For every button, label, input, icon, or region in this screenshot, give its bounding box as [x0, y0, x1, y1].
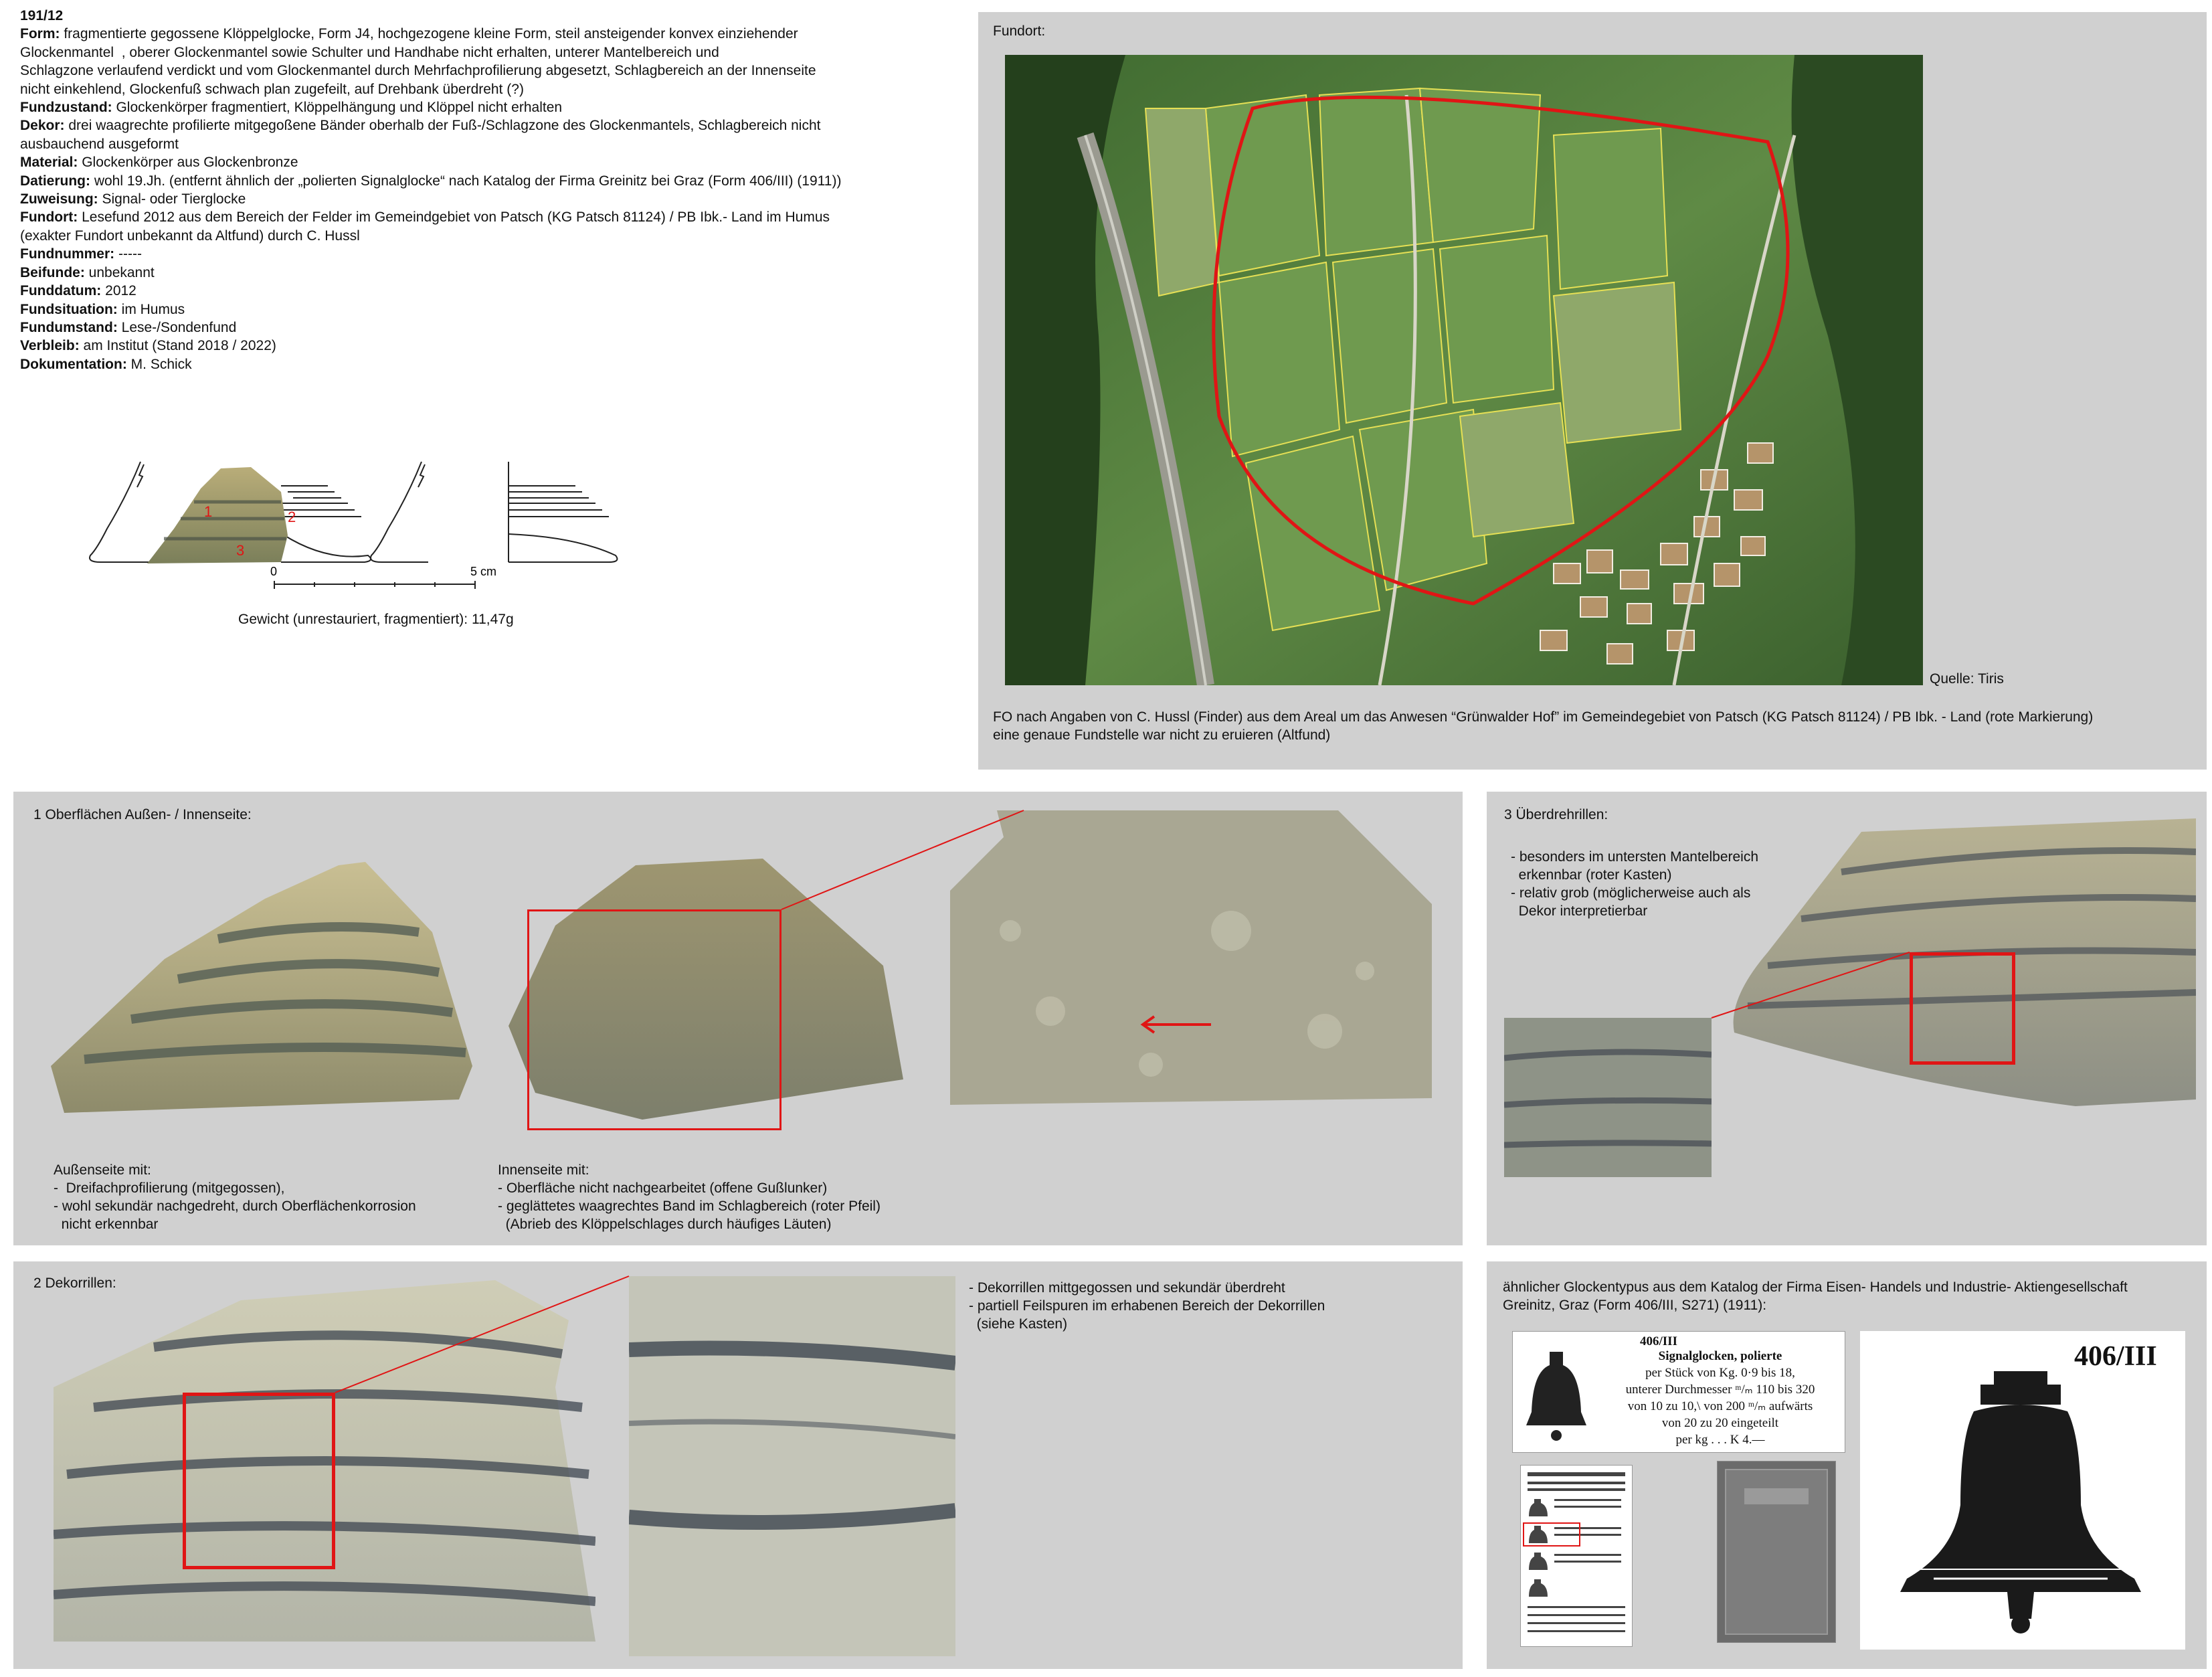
decor-item-1: - Dekorrillen mittgegossen und sekundär überdreht — [969, 1280, 1285, 1296]
description-line — [20, 282, 957, 300]
field-label: Fundort: — [20, 209, 78, 226]
turning-item-3: - relativ grob (möglicherweise auch als — [1511, 885, 1751, 901]
outer-side-item-3: nicht erkennbar — [54, 1217, 159, 1232]
catalog-number: 406/III — [1640, 1334, 1677, 1348]
bell-illustration-label: 406/III — [2074, 1341, 2157, 1372]
drawing-label-2: 2 — [288, 509, 296, 525]
decor-item-2: - partiell Feilspuren im erhabenen Bereich der Dekorrillen — [969, 1298, 1325, 1314]
panel-turning-title: 3 Überdrehrillen: — [1504, 807, 1608, 822]
outer-side-item-1: - Dreifachprofilierung (mitgegossen), — [54, 1180, 285, 1196]
bell-icon — [1880, 1358, 2161, 1639]
field-value: am Institut (Stand 2018 / 2022) — [79, 338, 276, 354]
field-label: Dekor: — [20, 118, 65, 134]
description-line — [20, 337, 957, 355]
catalog-bell-icon — [1519, 1345, 1593, 1445]
field-value: Signal- oder Tierglocke — [98, 191, 246, 207]
field-label: Datierung: — [20, 173, 90, 189]
turning-item-1: - besonders im untersten Mantelbereich — [1511, 849, 1759, 865]
description-line — [20, 62, 957, 80]
field-label: Fundsituation: — [20, 301, 118, 317]
panel-decor-title: 2 Dekorrillen: — [33, 1275, 116, 1291]
catalog-title-1: ähnlicher Glockentypus aus dem Katalog der Firma Eisen- Handels und Industrie- Aktiengesellschaft — [1503, 1279, 2128, 1295]
field-value: ausbauchend ausgeformt — [20, 136, 179, 152]
catalog-page-thumbnail — [1520, 1465, 1633, 1647]
field-value: wohl 19.Jh. (entfernt ähnlich der „polierten Signalglocke“ nach Katalog der Firma Greinitz bei Graz (Form 406/III) (1911)) — [90, 173, 842, 189]
map-source: Quelle: Tiris — [1930, 671, 2004, 687]
catalog-title-2: Greinitz, Graz (Form 406/III, S271) (1911): — [1503, 1298, 1767, 1313]
inner-side-item-3: (Abrieb des Klöppelschlages durch häufiges Läuten) — [498, 1217, 832, 1232]
catalog-clipping — [1512, 1331, 1845, 1453]
scale-start: 0 — [270, 565, 278, 578]
description-line — [20, 135, 957, 153]
field-value: drei waagrechte profilierte mitgegoßene Bänder oberhalb der Fuß-/Schlagzone des Glockenmantels, Schlagbereich nicht — [64, 118, 821, 134]
fundort-panel — [978, 12, 2207, 770]
field-value: fragmentierte gegossene Klöppelglocke, Form J4, hochgezogene kleine Form, steil ansteigender konvex einziehender — [60, 26, 798, 42]
field-value: Schlagzone verlaufend verdickt und vom Glockenmantel durch Mehrfachprofilierung abgesetzt, Schlagbereich an der Innenseite — [20, 63, 816, 79]
field-value: 2012 — [101, 283, 136, 299]
field-value: Glockenkörper fragmentiert, Klöppelhängung und Klöppel nicht erhalten — [112, 100, 563, 116]
panel-decor-grooves — [13, 1261, 1463, 1669]
description-line — [20, 264, 957, 282]
field-label: Dokumentation: — [20, 356, 127, 372]
inner-side-heading: Innenseite mit: — [498, 1162, 589, 1178]
field-value: Glockenkörper aus Glockenbronze — [78, 155, 298, 171]
field-label: Fundzustand: — [20, 100, 112, 116]
object-description — [20, 7, 957, 373]
inner-side-item-1: - Oberfläche nicht nachgearbeitet (offene Gußlunker) — [498, 1180, 828, 1196]
description-line — [20, 190, 957, 208]
description-line — [20, 245, 957, 263]
panel-surfaces — [13, 792, 1463, 1245]
weight-label: Gewicht (unrestauriert, fragmentiert): 11,47g — [238, 612, 514, 627]
outer-side-heading: Außenseite mit: — [54, 1162, 151, 1178]
catalog-bell-illustration — [1860, 1331, 2185, 1650]
catalog-line-2: per Stück von Kg. 0·9 bis 18, — [1645, 1366, 1795, 1380]
panel-surfaces-title: 1 Oberflächen Außen- / Innenseite: — [33, 807, 252, 822]
description-line — [20, 300, 957, 319]
object-id: 191/12 — [20, 8, 64, 23]
description-line — [20, 172, 957, 190]
fundort-caption-1: FO nach Angaben von C. Hussl (Finder) aus dem Areal um das Anwesen “Grünwalder Hof” im Gemeindegebiet von Patsch (KG Patsch 81124) / PB Ibk. - Land (rote Markierung) — [993, 709, 2094, 725]
drawing-label-3: 3 — [236, 542, 245, 559]
description-line — [20, 319, 957, 337]
location-map — [1005, 55, 1923, 685]
description-line — [20, 80, 957, 98]
field-label: Form: — [20, 26, 60, 42]
field-value: (exakter Fundort unbekannt da Altfund) durch C. Hussl — [20, 228, 360, 244]
field-value: M. Schick — [126, 356, 192, 372]
field-value: Glockenmantel , oberer Glockenmantel sowie Schulter und Handhabe nicht erhalten, unterer Mantelbereich und — [20, 44, 719, 60]
fragment-photo-thumbnail — [147, 467, 288, 563]
field-label: Verbleib: — [20, 338, 80, 354]
catalog-line-3: unterer Durchmesser ᵐ/ₘ 110 bis 320 — [1625, 1383, 1815, 1397]
catalog-cover-thumbnail — [1717, 1461, 1836, 1643]
catalog-line-5: von 20 zu 20 eingeteilt — [1661, 1416, 1779, 1430]
outer-side-item-2: - wohl sekundär nachgedreht, durch Oberflächenkorrosion — [54, 1199, 416, 1214]
scale-end: 5 cm — [470, 565, 497, 578]
description-line — [20, 25, 957, 43]
fundort-caption-2: eine genaue Fundstelle war nicht zu eruieren (Altfund) — [993, 727, 1331, 743]
fundort-title: Fundort: — [993, 23, 1046, 39]
catalog-line-6: per kg . . . K 4.— — [1675, 1433, 1765, 1447]
description-line — [20, 153, 957, 171]
field-value: unbekannt — [84, 264, 155, 280]
field-value: ----- — [114, 246, 142, 262]
field-value: Lese-/Sondenfund — [117, 319, 237, 335]
field-value: im Humus — [117, 301, 185, 317]
description-line — [20, 116, 957, 135]
drawing-label-1: 1 — [204, 503, 213, 520]
field-label: Fundnummer: — [20, 246, 115, 262]
field-value: Lesefund 2012 aus dem Bereich der Felder im Gemeindgebiet von Patsch (KG Patsch 81124) / PB Ibk.- Land im Humus — [78, 209, 830, 226]
panel-turning-grooves — [1487, 792, 2207, 1245]
decor-item-3: (siehe Kasten) — [969, 1316, 1068, 1332]
description-line — [20, 98, 957, 116]
description-lines — [20, 25, 957, 373]
turning-item-2: erkennbar (roter Kasten) — [1511, 867, 1672, 883]
description-line — [20, 355, 957, 373]
field-label: Zuweisung: — [20, 191, 98, 207]
description-line — [20, 227, 957, 245]
description-line — [20, 43, 957, 62]
field-label: Fundumstand: — [20, 319, 118, 335]
inner-side-item-2: - geglättetes waagrechtes Band im Schlagbereich (roter Pfeil) — [498, 1199, 881, 1214]
field-label: Material: — [20, 155, 78, 171]
catalog-line-1: Signalglocken, polierte — [1658, 1349, 1782, 1363]
turning-item-4: Dekor interpretierbar — [1511, 903, 1648, 919]
field-label: Beifunde: — [20, 264, 85, 280]
panel-catalog — [1487, 1261, 2207, 1669]
catalog-line-4: von 10 zu 10,\ von 200 ᵐ/ₘ aufwärts — [1627, 1399, 1813, 1413]
catalog-text — [1600, 1348, 1841, 1448]
field-label: Funddatum: — [20, 283, 102, 299]
description-line — [20, 208, 957, 226]
field-value: nicht einkehlend, Glockenfuß schwach plan zugefeilt, auf Drehbank überdreht (?) — [20, 81, 524, 97]
